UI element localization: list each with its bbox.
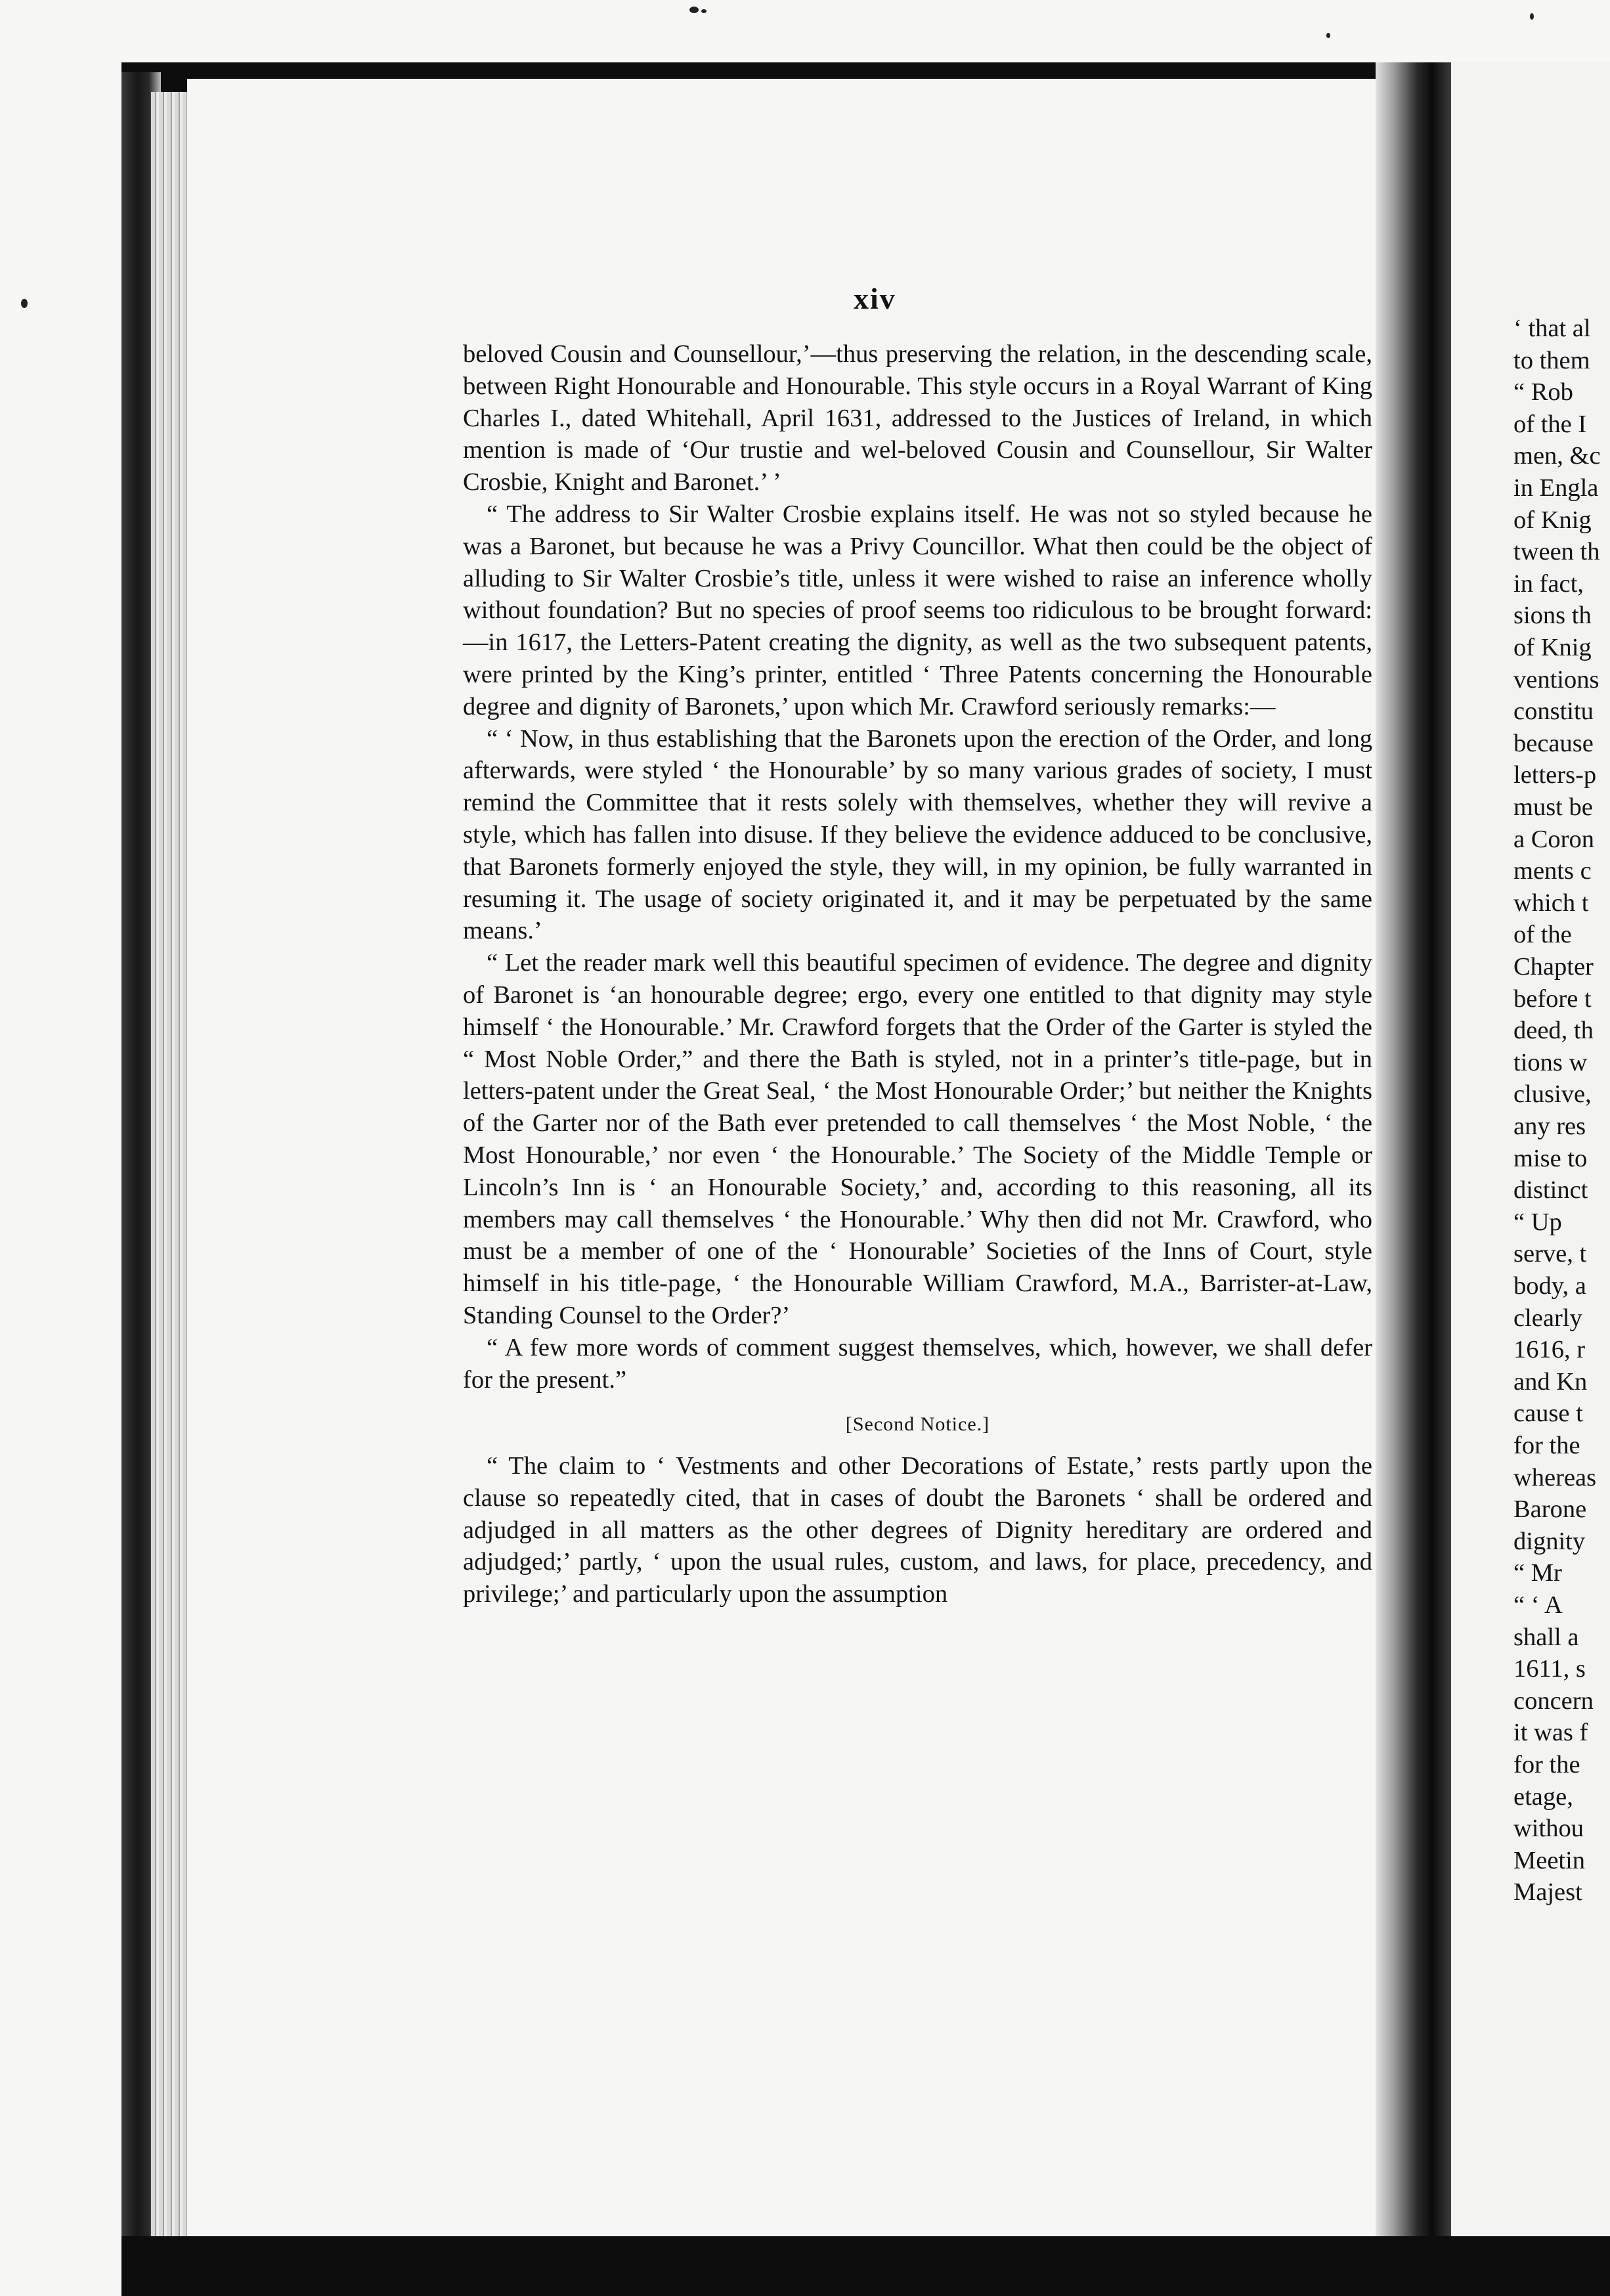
right-page-line: in fact,	[1513, 569, 1584, 598]
right-page-line: concern	[1513, 1687, 1594, 1715]
right-page-line: it was f	[1513, 1719, 1588, 1747]
book-gutter	[1376, 62, 1451, 2296]
paragraph: “ Let the reader mark well this beautiful specimen of evidence. The degree and dignity of Baronet is ‘an honourable degree; ergo, every one entitled to that dignity may style himself ‘ the Honourable.’ Mr. Crawford forgets that the Order of the Garter is styled the “ Most Noble Order,” and there the Bath is styled, not in a printer’s title-page, but in letters-patent under the Great Seal, ‘ the Most Honourable Order;’ but neither the Knights of the Garter nor of the Bath ever pretended to call themselves ‘ the Most Noble, ‘ the Most Honourable,’ nor even ‘ the Honourable.’ The Society of the Middle Temple or Lincoln’s Inn is ‘ an Honourable Society,’ and, according to this reasoning, all its members may call themselves ‘ the Honourable.’ Why then did not Mr. Crawford, who must be a member of one of the ‘ Honourable’ Societies of the Inns of Court, style himself in his title-page, ‘ the Honourable William Crawford, M.A., Barrister-at-Law, Standing Counsel to the Order?’	[463, 949, 1372, 1329]
right-page-line: clearly	[1513, 1304, 1582, 1332]
dust-speck	[689, 7, 699, 13]
right-page-line: whereas	[1513, 1463, 1597, 1491]
dust-speck	[21, 299, 28, 308]
right-page-line: of the	[1513, 921, 1572, 949]
page-edges	[151, 92, 190, 2240]
right-page-line: deed, th	[1513, 1017, 1594, 1045]
right-page-line: for the	[1513, 1751, 1580, 1778]
dust-speck	[701, 9, 707, 13]
right-page-line: ‘ that al	[1513, 315, 1591, 342]
paragraph: “ The address to Sir Walter Crosbie explains itself. He was not so styled because he was a Baronet, but because he was a Privy Councillor. What then could be the object of alluding to Sir Walter Crosbie’s title, unless it were wished to raise an inference wholly without foundation? But no species of proof seems too ridiculous to be brought forward:—in 1617, the Letters-Patent creating the dignity, as well as the two subsequent patents, were printed by the King’s printer, entitled ‘ Three Patents concerning the Honourable degree and dignity of Baronets,’ upon which Mr. Crawford seriously remarks:—	[463, 500, 1372, 720]
right-page-line: of Knig	[1513, 634, 1592, 661]
right-page-line: which t	[1513, 889, 1589, 917]
right-page-line: of Knig	[1513, 506, 1592, 534]
right-page-line: clusive,	[1513, 1080, 1592, 1109]
right-page-line: etage,	[1513, 1782, 1573, 1811]
right-page-line: “ Up	[1513, 1208, 1562, 1236]
paragraph: “ ‘ Now, in thus establishing that the Baronets upon the erection of the Order, and long afterwards, were styled ‘ the Honourable’ by so many various grades of society, I must remind the Committee that it rests solely with themselves, whether they will revive a style, which has fallen into disuse. If they believe the evidence adduced to be conclusive, that Baronets formerly enjoyed the style, they will, in my opinion, be fully warranted in resuming it. The usage of society originated it, and it may be perpetuated by the same means.’	[463, 724, 1372, 945]
section-heading: [Second Notice.]	[845, 1413, 990, 1436]
right-page-line: Chapter	[1513, 953, 1594, 981]
right-page-line: must be	[1513, 793, 1593, 821]
paragraph: “ The claim to ‘ Vestments and other Decorations of Estate,’ rests partly upon the clause so repeatedly cited, that in cases of doubt the Baronets ‘ shall be ordered and adjudged in all matters as the other degrees of Dignity hereditary are ordered and adjudged;’ partly, ‘ upon the usual rules, custom, and laws, for place, precedency, and privilege;’ and particularly upon the assumption	[463, 1452, 1372, 1608]
right-page-line: constitu	[1513, 697, 1594, 726]
right-page-line: distinct	[1513, 1176, 1588, 1204]
right-page-line: tions w	[1513, 1048, 1588, 1076]
right-page-line: “ Mr	[1513, 1559, 1562, 1587]
right-page-line: dignity	[1513, 1527, 1586, 1555]
right-page-line: mise to	[1513, 1144, 1588, 1172]
right-page-line: 1616, r	[1513, 1336, 1586, 1364]
right-page-line: Meetin	[1513, 1846, 1586, 1874]
right-page-line: shall a	[1513, 1623, 1579, 1651]
right-page-line: ments c	[1513, 857, 1592, 885]
paragraph: beloved Cousin and Counsellour,’—thus preserving the relation, in the descending scale, between Right Honourable and Honourable. This style occurs in a Royal Warrant of King Charles I., dated Whitehall, April 1631, addressed to the Justices of Ireland, in which mention is made of ‘Our trustie and wel-beloved Cousin and Counsellour, Sir Walter Crosbie, Knight and Baronet.’ ’	[463, 340, 1372, 497]
right-page-line: Barone	[1513, 1495, 1587, 1524]
right-page-line: for the	[1513, 1432, 1580, 1459]
right-page-line: Majest	[1513, 1878, 1582, 1907]
right-page-line: of the I	[1513, 410, 1587, 438]
right-page-line: a Coron	[1513, 825, 1594, 853]
page-body	[463, 338, 1372, 1610]
dust-speck	[1326, 33, 1330, 38]
right-page-line: “ ‘ A	[1513, 1591, 1563, 1619]
page-number: xiv	[854, 282, 896, 315]
right-page-line: tween th	[1513, 538, 1600, 566]
right-page-line: “ Rob	[1513, 378, 1573, 407]
right-page-line: ventions	[1513, 665, 1599, 694]
right-page-line: any res	[1513, 1113, 1586, 1140]
right-page-line: body, a	[1513, 1272, 1586, 1300]
right-page-line: to them	[1513, 346, 1590, 374]
right-page-line: in Engla	[1513, 474, 1599, 502]
dust-speck	[1530, 13, 1534, 20]
paragraph: “ A few more words of comment suggest themselves, which, however, we shall defer for the present.”	[463, 1333, 1372, 1394]
right-page-line: and Kn	[1513, 1367, 1588, 1396]
right-page-line: serve, t	[1513, 1240, 1587, 1268]
right-page-line: cause t	[1513, 1400, 1583, 1428]
right-page-line: letters-p	[1513, 761, 1597, 789]
right-page-line: 1611, s	[1513, 1655, 1586, 1683]
right-page-line: because	[1513, 729, 1594, 757]
right-page-line: withou	[1513, 1815, 1584, 1843]
scan-frame-bottom	[121, 2236, 1610, 2296]
right-page-line: before t	[1513, 984, 1592, 1013]
right-page-line: men, &c	[1513, 442, 1601, 470]
right-page-line: sions th	[1513, 602, 1592, 630]
